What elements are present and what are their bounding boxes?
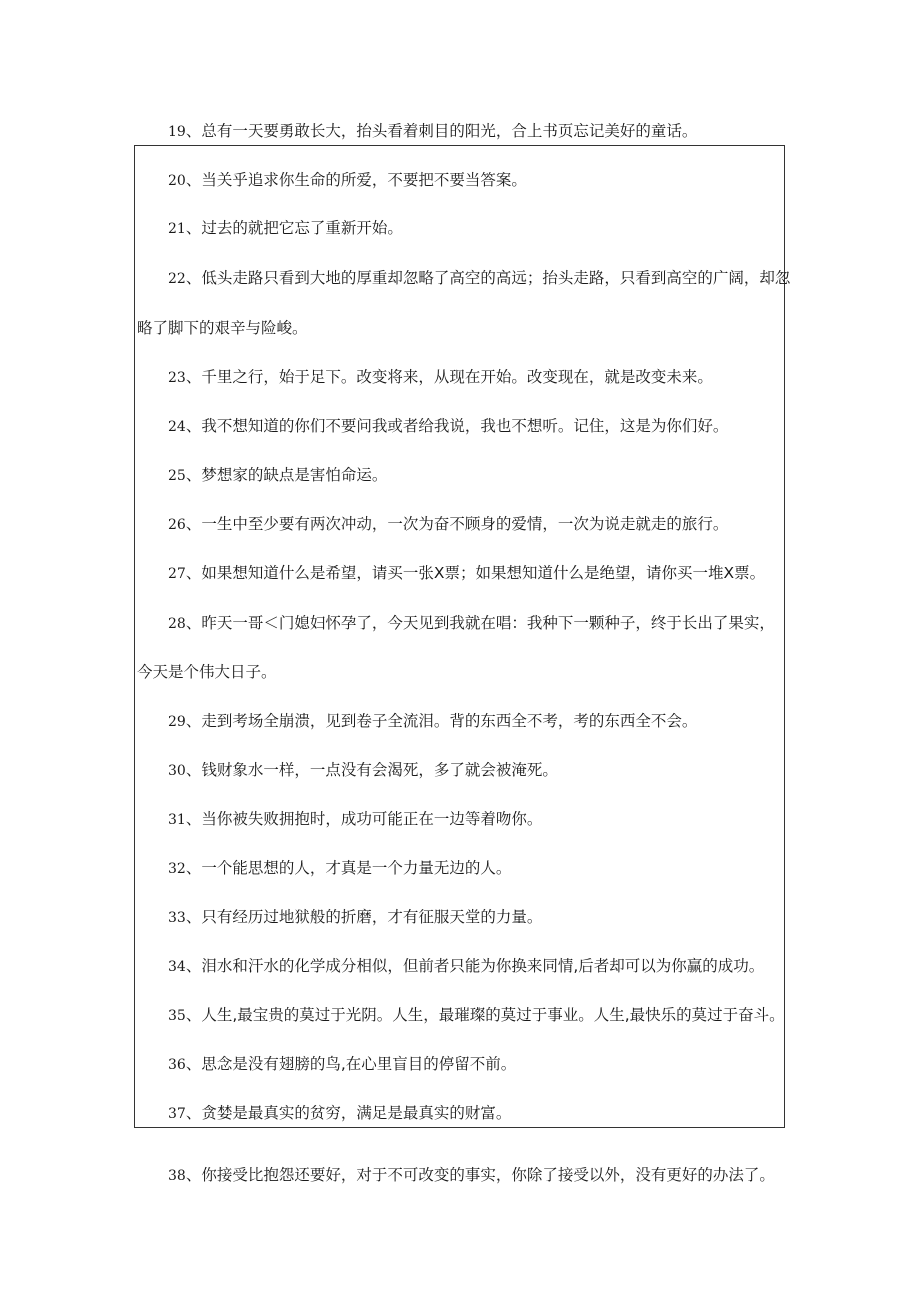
list-item — [168, 809, 542, 830]
list-item-continuation: 今天是个伟大日子。 — [137, 663, 277, 681]
list-item — [168, 1103, 511, 1124]
item-number: 27 — [168, 566, 186, 582]
item-number: 31 — [168, 812, 186, 828]
item-number: 36 — [168, 1057, 186, 1073]
item-text: 、一个能思想的人，才真是一个力量无边的人。 — [185, 859, 512, 877]
item-number: 35 — [168, 1008, 186, 1024]
item-text: 、低头走路只看到大地的厚重却忽略了高空的高远；抬头走路，只看到高空的广阔，却忽 — [185, 269, 791, 287]
item-number: 20 — [168, 173, 186, 189]
list-item — [168, 170, 527, 191]
item-number: 30 — [168, 763, 186, 779]
item-text: 、只有经历过地狱般的折磨，才有征服天堂的力量。 — [185, 908, 543, 926]
list-item — [168, 416, 728, 437]
list-item — [168, 514, 728, 535]
item-text: 、贪婪是最真实的贫穷，满足是最真实的财富。 — [185, 1104, 512, 1122]
item-text: 、总有一天要勇敢长大，抬头看着刺目的阳光，合上书页忘记美好的童话。 — [185, 122, 698, 140]
item-number: 23 — [168, 370, 186, 386]
list-item — [168, 760, 558, 781]
item-number: 34 — [168, 959, 186, 975]
item-number: 26 — [168, 517, 186, 533]
item-number: 32 — [168, 861, 186, 877]
list-item — [168, 1054, 516, 1075]
item-number: 33 — [168, 910, 186, 926]
list-item-continuation: 略了脚下的艰辛与险峻。 — [137, 319, 308, 337]
list-item — [168, 711, 697, 732]
item-number: 29 — [168, 714, 186, 730]
item-number: 28 — [168, 616, 186, 632]
item-text: 、走到考场全崩溃，见到卷子全流泪。背的东西全不考，考的东西全不会。 — [185, 712, 698, 730]
item-number: 19 — [168, 124, 186, 140]
list-item — [168, 268, 790, 289]
list-item — [168, 563, 765, 584]
list-item — [168, 858, 511, 879]
item-text: 、当你被失败拥抱时，成功可能正在一边等着吻你。 — [185, 810, 543, 828]
item-number: 21 — [168, 221, 186, 237]
list-item — [168, 956, 764, 977]
list-item — [168, 1165, 775, 1186]
item-text: 、如果想知道什么是希望，请买一张X票；如果想知道什么是绝望，请你买一堆X票。 — [185, 564, 766, 582]
item-text: 、钱财象水一样，一点没有会渴死，多了就会被淹死。 — [185, 761, 558, 779]
list-item — [168, 1005, 785, 1026]
list-item — [168, 613, 775, 634]
item-number: 22 — [168, 271, 186, 287]
list-item — [168, 465, 387, 486]
item-number: 38 — [168, 1168, 186, 1184]
list-item — [168, 367, 713, 388]
table-border — [134, 145, 785, 1128]
item-text: 、人生,最宝贵的莫过于光阴。人生，最璀璨的莫过于事业。人生,最快乐的莫过于奋斗。 — [185, 1006, 785, 1024]
list-item — [168, 218, 403, 239]
item-text: 、泪水和汗水的化学成分相似，但前者只能为你换来同情,后者却可以为你赢的成功。 — [185, 957, 765, 975]
item-text: 、我不想知道的你们不要问我或者给我说，我也不想听。记住，这是为你们好。 — [185, 417, 729, 435]
item-number: 25 — [168, 468, 186, 484]
item-text: 、当关乎追求你生命的所爱，不要把不要当答案。 — [185, 171, 527, 189]
item-number: 37 — [168, 1106, 186, 1122]
item-text: 、昨天一哥＜门媳妇怀孕了，今天见到我就在唱：我种下一颗种子，终于长出了果实， — [185, 614, 775, 632]
item-text: 、千里之行，始于足下。改变将来，从现在开始。改变现在，就是改变未来。 — [185, 368, 713, 386]
list-item — [168, 121, 697, 142]
item-text: 、一生中至少要有两次冲动，一次为奋不顾身的爱情，一次为说走就走的旅行。 — [185, 515, 729, 533]
list-item — [168, 907, 542, 928]
item-text: 、梦想家的缺点是害怕命运。 — [185, 466, 388, 484]
item-text: 、你接受比抱怨还要好，对于不可改变的事实，你除了接受以外，没有更好的办法了。 — [185, 1166, 775, 1184]
item-text: 、思念是没有翅膀的鸟,在心里盲目的停留不前。 — [185, 1055, 517, 1073]
item-number: 24 — [168, 419, 186, 435]
item-text: 、过去的就把它忘了重新开始。 — [185, 219, 403, 237]
